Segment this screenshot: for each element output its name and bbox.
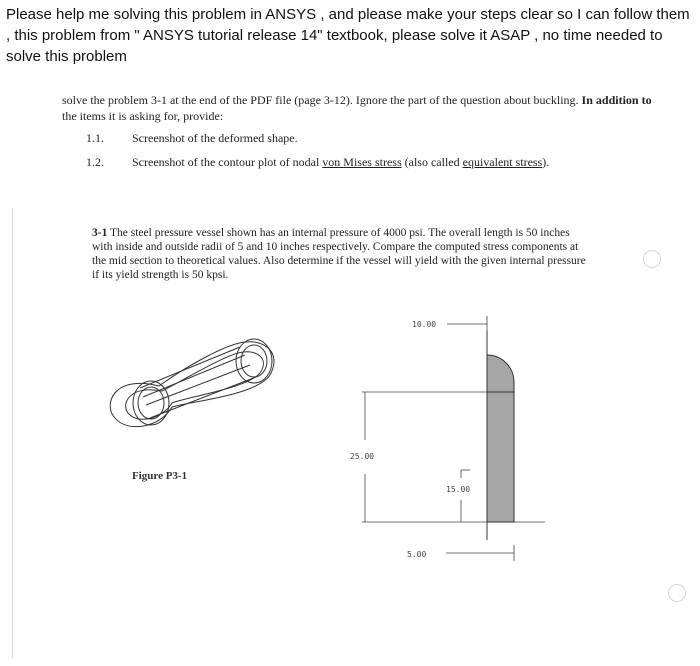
task-item-text: Screenshot of the deformed shape.: [132, 131, 298, 145]
vessel-sketch: [110, 339, 274, 427]
problem-id: 3-1: [92, 227, 108, 239]
vessel-outer-outline: [110, 342, 274, 427]
problem-text: The steel pressure vessel shown has an internal pressure of 4000 psi. The overall length is 50 inches with inside and outside radii of 5 and 10 inches respectively. Compare the computed stress components at the mid section to theoretical values. Also determine if the vessel will yield with the given internal pressure if its yield strength is 50 kpsi.: [92, 227, 586, 281]
task-intro-bold: In addition to: [581, 93, 652, 107]
vessel-body-line: [143, 355, 245, 397]
dim-label-left: 25.00: [350, 452, 375, 461]
cross-section-drawing: [487, 330, 514, 540]
task-intro-part2: the items it is asking for, provide:: [62, 109, 224, 123]
vessel-body-line: [140, 347, 240, 388]
dim-label-bottom: 5.00: [407, 550, 427, 559]
task-item-number: 1.2.: [86, 155, 104, 169]
shaded-wall-curve: [487, 355, 514, 392]
dim-label-inner: 15.00: [446, 485, 471, 494]
task-item-text-after: ).: [542, 155, 550, 169]
dimension-lines: [362, 316, 545, 561]
equivalent-stress-underlined: equivalent stress: [462, 155, 543, 169]
task-item-number: 1.1.: [86, 131, 104, 145]
von-mises-underlined: von Mises stress: [322, 155, 402, 169]
shaded-wall: [487, 392, 514, 522]
task-item-text-before: Screenshot of the contour plot of nodal: [132, 155, 323, 169]
question-text: Please help me solving this problem in ANSYS , and please make your steps clear so I can follow them , this problem from " ANSYS tutorial release 14" textbook, please solve it ASAP , no time needed to solve this problem: [6, 6, 690, 65]
figure-label: Figure P3-1: [132, 470, 188, 482]
task-intro-part1: solve the problem 3-1 at the end of the PDF file (page 3-12). Ignore the part of the question about buckling.: [62, 93, 582, 107]
task-item-text-mid: (also called: [401, 155, 463, 169]
dim-label-top: 10.00: [412, 320, 437, 329]
